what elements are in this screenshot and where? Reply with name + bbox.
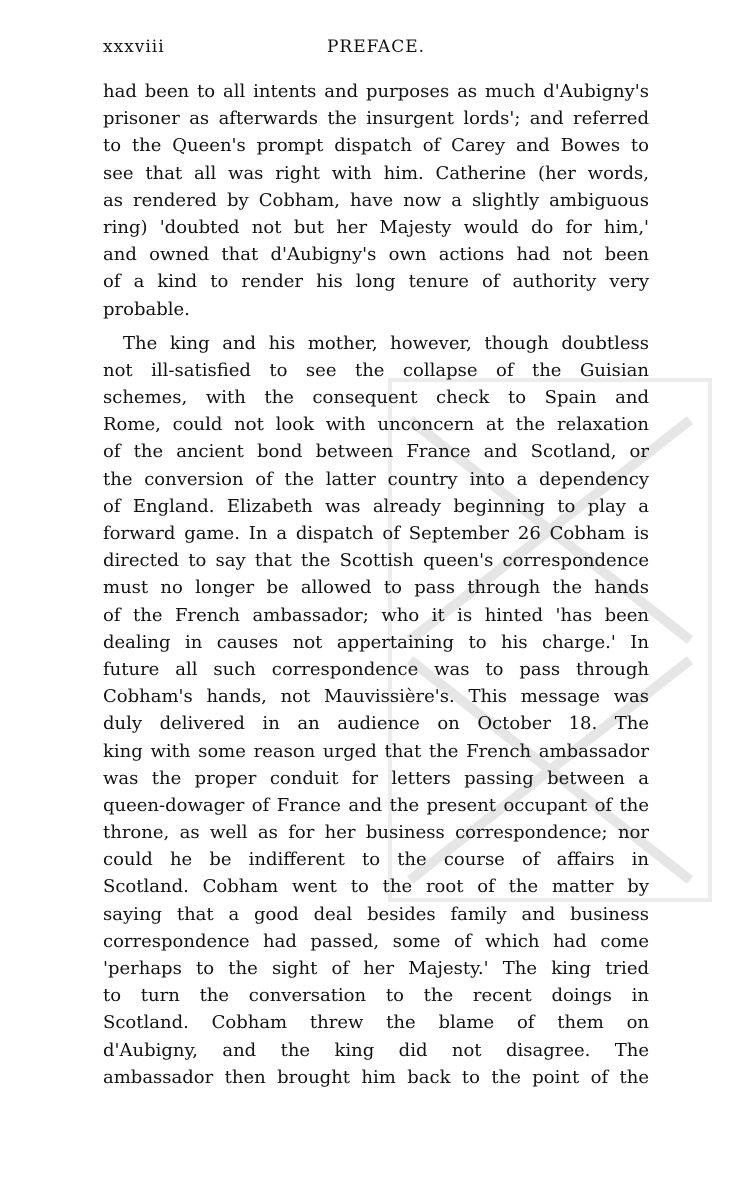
text-line: throne, as well as for her business correspondence; nor [103,822,649,844]
text-line: future all such correspondence was to pass through [103,658,649,680]
text-line: ambassador then brought him back to the point of the [103,1066,649,1088]
text-line: queen-dowager of France and the present occupant of the [103,794,649,816]
text-line: king with some reason urged that the French ambassador [103,740,649,762]
text-line: The king and his mother, however, though doubtless [123,332,649,354]
text-line: ring) 'doubted not but her Majesty would do for him,' [103,216,649,238]
text-line: not ill-satisfied to see the collapse of the Guisian [103,359,649,381]
text-line: as rendered by Cobham, have now a slightly ambiguous [103,189,649,211]
text-line: probable. [103,298,190,320]
text-line: dealing in causes not appertaining to his charge.' In [103,631,649,653]
text-line: prisoner as afterwards the insurgent lords'; and referred [103,108,649,130]
page-header [103,36,649,58]
text-line: the conversion of the latter country into a dependency [103,468,649,490]
text-line: directed to say that the Scottish queen's correspondence [103,550,649,572]
text-line: was the proper conduit for letters passing between a [103,767,649,789]
text-line: Scotland. Cobham threw the blame of them on [103,1012,649,1034]
text-line: see that all was right with him. Catherine (her words, [103,162,649,184]
text-line: Scotland. Cobham went to the root of the matter by [103,876,649,898]
text-line: could he be indifferent to the course of affairs in [103,849,649,871]
text-line: forward game. In a dispatch of September 26 Cobham is [103,523,649,544]
text-line: to turn the conversation to the recent doings in [103,985,649,1007]
text-line: of England. Elizabeth was already beginning to play a [103,495,649,517]
paragraph-1 [103,78,649,323]
text-line: 'perhaps to the sight of her Majesty.' The king tried [103,958,649,979]
paragraph-2 [103,330,649,1091]
text-line: duly delivered in an audience on October 18. The [103,713,649,735]
text-line: to the Queen's prompt dispatch of Carey and Bowes to [103,135,649,157]
text-line: of the ancient bond between France and Scotland, or [103,441,649,463]
text-line: schemes, with the consequent check to Spain and [103,387,649,409]
body-text [103,78,649,1091]
paragraph-gap [103,323,649,330]
page-number: xxxviii [103,37,165,57]
text-line: must no longer be allowed to pass through the hands [103,577,649,599]
text-line: correspondence had passed, some of which had come [103,930,649,952]
text-line: Rome, could not look with unconcern at the relaxation [103,414,649,436]
text-line: had been to all intents and purposes as much d'Aubigny's [103,81,649,102]
text-line: saying that a good deal besides family and business [103,903,649,925]
text-line: Cobham's hands, not Mauvissière's. This message was [103,686,649,708]
text-line: d'Aubigny, and the king did not disagree. The [103,1039,649,1061]
text-line: of the French ambassador; who it is hinted 'has been [103,604,649,626]
running-title: PREFACE. [326,37,426,57]
text-line: and owned that d'Aubigny's own actions had not been [103,244,649,266]
text-line: of a kind to render his long tenure of authority very [103,271,649,293]
